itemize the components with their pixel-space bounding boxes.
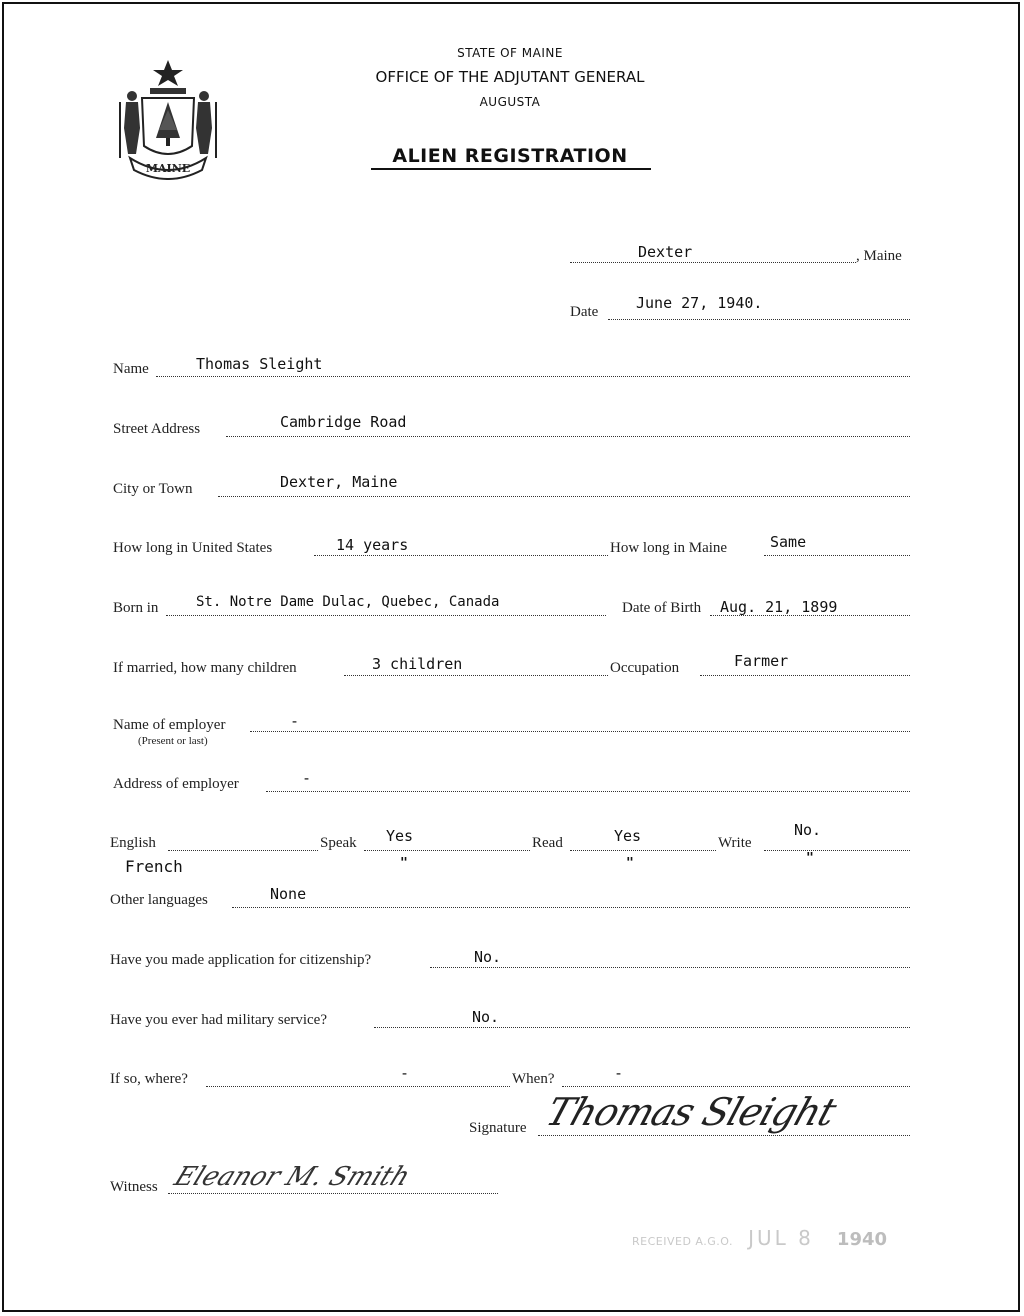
us-duration-label: How long in United States bbox=[113, 540, 273, 556]
french-read-ditto: " bbox=[626, 856, 634, 871]
military-label: Have you ever had military service? bbox=[110, 1012, 327, 1028]
birth-date-label: Date of Birth bbox=[622, 600, 702, 616]
speak-line bbox=[364, 850, 530, 851]
employer-line bbox=[250, 731, 910, 732]
date-value: June 27, 1940. bbox=[636, 294, 763, 312]
name-value: Thomas Sleight bbox=[196, 355, 323, 373]
birth-date-value: Aug. 21, 1899 bbox=[720, 598, 838, 616]
applicant-signature: Thomas Sleight bbox=[540, 1090, 842, 1134]
born-in-label: Born in bbox=[113, 600, 159, 616]
place-line bbox=[570, 262, 856, 263]
us-duration-value: 14 years bbox=[336, 536, 409, 554]
date-line bbox=[608, 319, 910, 320]
city-heading: AUGUSTA bbox=[479, 95, 541, 109]
employer-value: - bbox=[290, 712, 300, 730]
name-line bbox=[156, 376, 910, 377]
where-label: If so, where? bbox=[110, 1071, 188, 1087]
place-suffix: , Maine bbox=[856, 248, 902, 264]
street-label: Street Address bbox=[113, 421, 201, 437]
seal-banner-text: MAINE bbox=[145, 162, 191, 175]
form-title: ALIEN REGISTRATION bbox=[392, 145, 628, 167]
write-line bbox=[764, 850, 910, 851]
employer-address-line bbox=[266, 791, 910, 792]
witness-signature: Eleanor M. Smith bbox=[169, 1162, 415, 1192]
english-speak-value: Yes bbox=[386, 827, 414, 845]
maine-duration-label: How long in Maine bbox=[610, 540, 728, 556]
write-label: Write bbox=[718, 835, 752, 851]
street-value: Cambridge Road bbox=[280, 413, 407, 431]
military-line bbox=[374, 1027, 910, 1028]
occupation-label: Occupation bbox=[610, 660, 680, 676]
place-value: Dexter bbox=[638, 243, 693, 261]
stamp-received-text: RECEIVED A.G.O. bbox=[632, 1235, 733, 1248]
office-heading: OFFICE OF THE ADJUTANT GENERAL bbox=[375, 68, 645, 86]
french-speak-ditto: " bbox=[400, 856, 408, 871]
children-label: If married, how many children bbox=[113, 660, 297, 676]
signature-label: Signature bbox=[469, 1120, 527, 1136]
date-label: Date bbox=[570, 304, 599, 320]
city-town-line bbox=[218, 496, 910, 497]
english-read-value: Yes bbox=[614, 827, 642, 845]
name-label: Name bbox=[113, 361, 149, 377]
maine-state-seal-icon bbox=[112, 58, 224, 180]
city-town-label: City or Town bbox=[113, 481, 193, 497]
born-in-value: St. Notre Dame Dulac, Quebec, Canada bbox=[196, 594, 500, 610]
employer-address-label: Address of employer bbox=[113, 776, 239, 792]
stamp-year-text: 1940 bbox=[836, 1229, 888, 1250]
employer-label: Name of employer bbox=[113, 717, 226, 733]
other-languages-value: None bbox=[270, 885, 307, 903]
occupation-line bbox=[700, 675, 910, 676]
citizenship-line bbox=[430, 967, 910, 968]
maine-duration-line bbox=[764, 555, 910, 556]
title-underline bbox=[371, 168, 651, 170]
received-stamp bbox=[632, 1226, 887, 1250]
employer-address-value: - bbox=[302, 769, 312, 787]
citizenship-value: No. bbox=[474, 948, 502, 966]
us-duration-line bbox=[314, 555, 608, 556]
speak-label: Speak bbox=[320, 835, 357, 851]
stamp-date-text: JUL 8 bbox=[748, 1226, 814, 1250]
city-town-value: Dexter, Maine bbox=[280, 473, 398, 491]
occupation-value: Farmer bbox=[734, 652, 789, 670]
french-write-ditto: " bbox=[806, 851, 814, 866]
english-line bbox=[168, 850, 318, 851]
witness-line bbox=[168, 1193, 498, 1194]
when-value: - bbox=[614, 1064, 624, 1082]
where-line bbox=[206, 1086, 510, 1087]
citizenship-label: Have you made application for citizenship? bbox=[110, 952, 372, 968]
when-label: When? bbox=[512, 1071, 555, 1087]
children-value: 3 children bbox=[372, 655, 463, 673]
signature-line bbox=[538, 1135, 910, 1136]
military-value: No. bbox=[472, 1008, 500, 1026]
maine-duration-value: Same bbox=[770, 533, 807, 551]
when-line bbox=[562, 1086, 910, 1087]
document-border bbox=[2, 2, 1020, 1312]
where-value: - bbox=[400, 1064, 410, 1082]
children-line bbox=[344, 675, 608, 676]
read-label: Read bbox=[532, 835, 563, 851]
english-write-value: No. bbox=[794, 821, 822, 839]
english-label: English bbox=[110, 835, 156, 851]
witness-label: Witness bbox=[110, 1179, 158, 1195]
read-line bbox=[570, 850, 716, 851]
other-languages-label: Other languages bbox=[110, 892, 208, 908]
street-line bbox=[226, 436, 910, 437]
french-label: French bbox=[125, 857, 183, 876]
state-heading: STATE OF MAINE bbox=[457, 46, 563, 60]
employer-sublabel: (Present or last) bbox=[138, 735, 208, 747]
born-in-line bbox=[166, 615, 606, 616]
other-languages-line bbox=[232, 907, 910, 908]
